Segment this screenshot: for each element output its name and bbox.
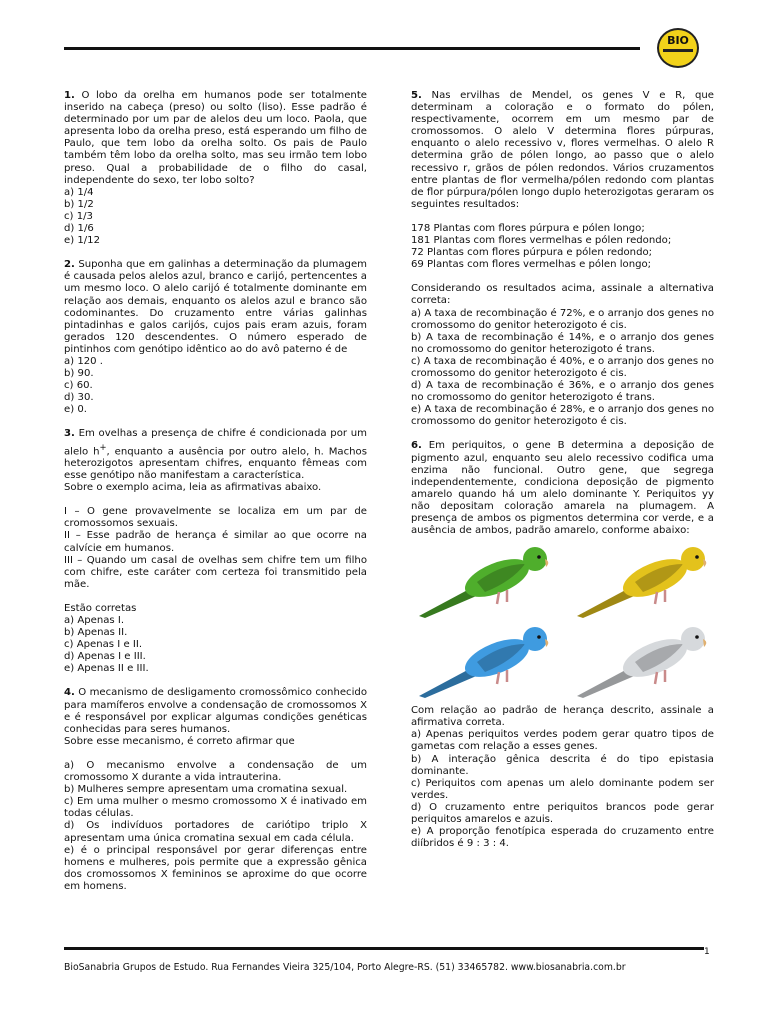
- bottom-rule: [64, 947, 704, 950]
- question-2-text: Suponha que em galinhas a determinação da plumagem é causada pelos alelos azul, branco e carijó, pertencentes a um mesmo loco. O alelo carijó é totalmente dominante em relação aos demais, enquanto os alelos azul e branco são codominantes. Do cruzamento entre várias galinhas pintadinhas e galos carijós, cujos pais eram azuis, foram gerados 120 descendentes. O número esperado de pintinhos com genótipo idêntico ao do avô paterno é de: [64, 259, 367, 355]
- question-5-result-1: 178 Plantas com flores púrpura e pólen longo;: [411, 222, 645, 234]
- budgerigar-illustration: [411, 540, 714, 700]
- question-6-stem: [411, 440, 714, 537]
- logo-band: [663, 49, 693, 52]
- question-5-number: 5.: [411, 90, 422, 101]
- question-3-intro: Sobre o exemplo acima, leia as afirmativas abaixo.: [64, 482, 322, 494]
- question-3-statement-2: II – Esse padrão de herança é similar ao que ocorre na calvície em humanos.: [64, 530, 367, 554]
- question-5-question: Considerando os resultados acima, assinale a alternativa correta:: [411, 283, 714, 307]
- yellow-budgerigar-image: [573, 542, 713, 620]
- biosanabria-logo: [657, 28, 699, 68]
- question-6-option-b: b) A interação gênica descrita é do tipo epistasia dominante.: [411, 753, 714, 777]
- question-5-result-2: 181 Plantas com flores vermelhas e pólen redondo;: [411, 235, 672, 247]
- question-5-result-3: 72 Plantas com flores púrpura e pólen redondo;: [411, 247, 653, 259]
- question-3-stem: [64, 428, 367, 482]
- question-1-option-b: b) 1/2: [64, 198, 94, 210]
- page-number: 1: [704, 947, 710, 957]
- question-4-option-a: a) O mecanismo envolve a condensação de um cromossomo X durante a vida intrauterina.: [64, 759, 367, 784]
- yellow-budgerigar: [577, 547, 706, 618]
- question-3-text-after: , enquanto a ausência por outro alelo, h. Machos heterozigotos apresentam chifres, enquanto fêmeas com esse genótipo não manifestam a característica.: [64, 445, 367, 482]
- top-rule: [64, 47, 640, 50]
- question-1-text: O lobo da orelha em humanos pode ser totalmente inserido na cabeça (preso) ou solto (liso). Esse padrão é determinado por um par de alelos deu um loco. Paola, que apresenta lobo da orelha preso, está esperando um filho de Paulo, que tem lobo da orelha solto. Os pais de Paulo também têm lobo da orelha solto, mas seu irmão tem lobo preso. Qual a probabilidade de o filho do casal, independente do sexo, ter lobo solto?: [64, 90, 367, 186]
- question-3-option-b: b) Apenas II.: [64, 627, 128, 639]
- question-3-superscript: +: [99, 441, 107, 452]
- question-6-text: Em periquitos, o gene B determina a deposição de pigmento azul, enquanto seu alelo recessivo codifica uma enzima não funcional. Outro gene, que segrega independentemente, condiciona deposição de pigmento amarelo quando há um alelo dominante Y. Periquitos yy não depositam coloração amarela na plumagem. A presença de ambos os pigmentos determina cor verde, e a ausência de ambos, padrão amarelo, conforme abaixo:: [411, 440, 714, 537]
- question-1-number: 1.: [64, 90, 75, 101]
- question-1-option-a: a) 1/4: [64, 186, 94, 198]
- question-3-option-d: d) Apenas I e III.: [64, 651, 146, 663]
- question-2-number: 2.: [64, 259, 75, 271]
- question-2-option-d: d) 30.: [64, 392, 94, 404]
- white-budgerigar-image: [573, 622, 713, 700]
- question-6-number: 6.: [411, 440, 422, 452]
- question-5-result-4: 69 Plantas com flores vermelhas e pólen longo;: [411, 259, 652, 271]
- question-2-option-b: b) 90.: [64, 368, 94, 380]
- footer-address: BioSanabria Grupos de Estudo. Rua Fernandes Vieira 325/104, Porto Alegre-RS. (51) 33465782. www.biosanabria.com.br: [64, 962, 626, 973]
- question-4-intro: Sobre esse mecanismo, é correto afirmar que: [64, 735, 295, 747]
- question-2-option-e: e) 0.: [64, 404, 87, 416]
- question-6-option-c: c) Periquitos com apenas um alelo dominante podem ser verdes.: [411, 777, 714, 801]
- right-column: [411, 90, 714, 850]
- question-3-option-a: a) Apenas I.: [64, 615, 125, 627]
- question-6-option-a: a) Apenas periquitos verdes podem gerar quatro tipos de gametas com relação a esses genes.: [411, 729, 714, 753]
- question-4-option-c: c) Em uma mulher o mesmo cromossomo X é inativado em todas células.: [64, 796, 367, 820]
- question-3: [64, 428, 367, 675]
- question-6-option-d: d) O cruzamento entre periquitos brancos pode gerar periquitos amarelos e azuis.: [411, 801, 714, 826]
- question-3-option-c: c) Apenas I e II.: [64, 639, 143, 651]
- question-4-number: 4.: [64, 687, 75, 699]
- question-1-option-c: c) 1/3: [64, 210, 93, 222]
- question-2: [64, 259, 367, 416]
- question-5-stem: [411, 90, 714, 211]
- question-6: [411, 440, 714, 850]
- question-5-option-e: e) A taxa de recombinação é 28%, e o arranjo dos genes no cromossomo do genitor heterozigoto é cis.: [411, 404, 714, 428]
- question-5-option-c: c) A taxa de recombinação é 40%, e o arranjo dos genes no cromossomo do genitor heterozigoto é cis.: [411, 355, 714, 379]
- question-2-option-a: a) 120 .: [64, 355, 104, 367]
- question-1-stem: [64, 90, 367, 187]
- question-6-option-e: e) A proporção fenotípica esperada do cruzamento entre diíbridos é 9 : 3 : 4.: [411, 826, 714, 850]
- question-4-option-d: d) Os indivíduos portadores de cariótipo triplo X apresentam uma única cromatina sexual em cada célula.: [64, 820, 367, 844]
- question-2-option-c: c) 60.: [64, 380, 93, 392]
- question-6-question: Com relação ao padrão de herança descrito, assinale a afirmativa correta.: [411, 705, 714, 729]
- question-5-option-d: d) A taxa de recombinação é 36%, e o arranjo dos genes no cromossomo do genitor heterozigoto é trans.: [411, 380, 714, 404]
- question-5-option-b: b) A taxa de recombinação é 14%, e o arranjo dos genes no cromossomo do genitor heterozigoto é trans.: [411, 331, 714, 355]
- question-4: [64, 687, 367, 893]
- question-3-statement-1: I – O gene provavelmente se localiza em um par de cromossomos sexuais.: [64, 506, 367, 530]
- green-budgerigar: [419, 547, 548, 618]
- question-1-option-d: d) 1/6: [64, 223, 94, 235]
- white-budgerigar: [577, 627, 706, 698]
- blue-budgerigar: [419, 627, 548, 698]
- question-4-stem: [64, 687, 367, 735]
- question-3-text-before: Em ovelhas a presença de chifre é condicionada por um alelo h: [64, 428, 367, 457]
- question-2-stem: [64, 259, 367, 356]
- question-3-option-e: e) Apenas II e III.: [64, 663, 149, 675]
- question-1: [64, 90, 367, 247]
- question-3-question: Estão corretas: [64, 602, 137, 614]
- question-3-number: 3.: [64, 428, 75, 440]
- logo-text: BIO: [667, 34, 689, 47]
- question-5-option-a: a) A taxa de recombinação é 72%, e o arranjo dos genes no cromossomo do genitor heterozigoto é cis.: [411, 307, 714, 331]
- left-column: [64, 90, 367, 893]
- blue-budgerigar-image: [415, 622, 555, 700]
- question-4-option-b: b) Mulheres sempre apresentam uma cromatina sexual.: [64, 784, 348, 796]
- question-3-statement-3: III – Quando um casal de ovelhas sem chifre tem um filho com chifre, este caráter com certeza foi transmitido pela mãe.: [64, 554, 367, 590]
- question-4-text: O mecanismo de desligamento cromossômico conhecido para mamíferos envolve a condensação de cromossomos X e é responsável por explicar algumas condições genéticas conhecidas para seres humanos.: [64, 687, 367, 735]
- green-budgerigar-image: [415, 542, 555, 620]
- question-4-option-e: e) é o principal responsável por gerar diferenças entre homens e mulheres, pois permite que a expressão gênica dos cromossomos X femininos se aproxime do que ocorre em homens.: [64, 844, 367, 892]
- question-5: [411, 90, 714, 428]
- question-5-text: Nas ervilhas de Mendel, os genes V e R, que determinam a coloração e o formato do pólen, respectivamente, ocorrem em um mesmo par de cromossomos. O alelo V determina flores púrpuras, enquanto o alelo recessivo v, flores vermelhas. O alelo R determina grão de pólen longo, ao passo que o alelo recessivo r, grãos de pólen redondos. Vários cruzamentos entre plantas de flor vermelha/pólen redondo com plantas de flor púrpura/pólen longo duplo heterozigotas geraram os seguintes resultados:: [411, 90, 714, 210]
- question-1-option-e: e) 1/12: [64, 235, 101, 247]
